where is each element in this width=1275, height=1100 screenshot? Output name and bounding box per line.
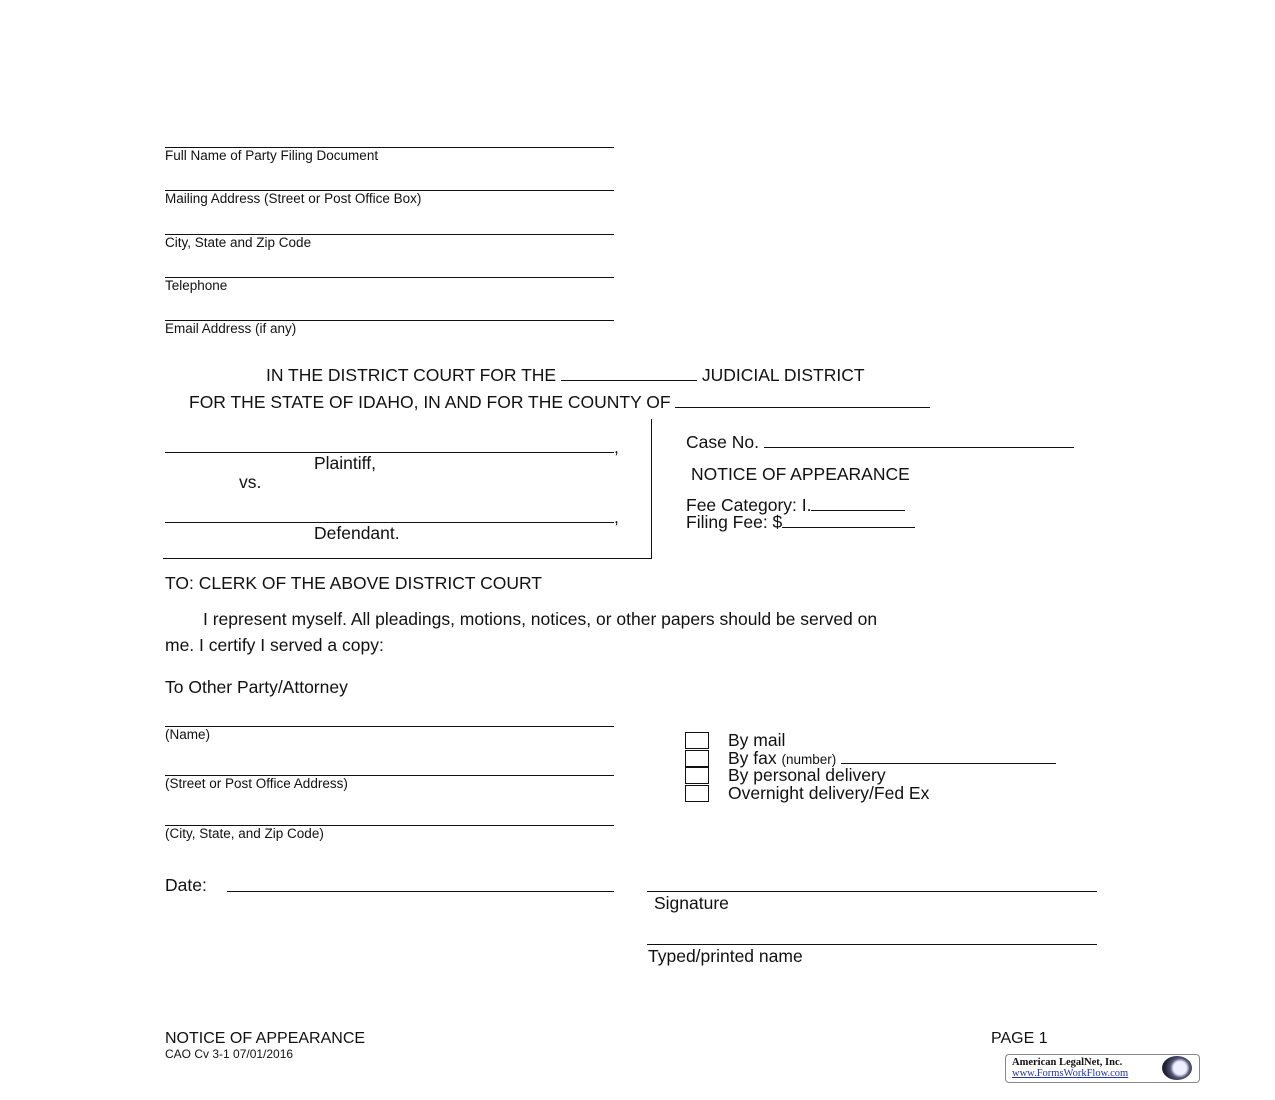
personal-delivery-label: By personal delivery: [728, 765, 886, 785]
document-title: NOTICE OF APPEARANCE: [691, 464, 910, 484]
city-label: (City, State, and Zip Code): [165, 826, 324, 841]
fee-category-label: Fee Category: I.: [686, 495, 812, 515]
filing-fee-label: Filing Fee: $: [686, 512, 783, 532]
city-state-zip-label: City, State and Zip Code: [165, 235, 312, 250]
logo-company: American LegalNet, Inc.: [1012, 1057, 1123, 1068]
defendant-label: Defendant.: [314, 523, 400, 543]
signature-label: Signature: [654, 893, 729, 913]
email-label: Email Address (if any): [165, 321, 297, 336]
form-id: CAO Cv 3-1 07/01/2016: [165, 1047, 294, 1061]
date-label: Date:: [165, 875, 207, 895]
page-number: PAGE 1: [991, 1030, 1048, 1047]
comma: ,: [614, 437, 619, 457]
by-mail-checkbox[interactable]: [685, 732, 709, 749]
case-no-blank[interactable]: [764, 433, 1074, 448]
signature-line[interactable]: [647, 891, 1097, 892]
mailing-address-label: Mailing Address (Street or Post Office Box): [165, 191, 422, 206]
name-label: (Name): [165, 727, 211, 742]
filing-fee-blank[interactable]: [782, 513, 915, 528]
by-fax-checkbox[interactable]: [685, 750, 709, 767]
comma: ,: [614, 507, 619, 527]
caption-divider: [651, 419, 652, 559]
fee-category-blank[interactable]: [811, 496, 905, 511]
overnight-label: Overnight delivery/Fed Ex: [728, 783, 930, 803]
logo-url[interactable]: www.FormsWorkFlow.com: [1012, 1068, 1129, 1079]
typed-name-line[interactable]: [647, 944, 1097, 945]
personal-delivery-checkbox[interactable]: [685, 767, 709, 784]
date-line[interactable]: [227, 891, 614, 892]
plaintiff-label: Plaintiff,: [314, 453, 376, 473]
by-mail-label: By mail: [728, 730, 786, 750]
body-text-2: me. I certify I served a copy:: [165, 635, 384, 655]
footer-title: NOTICE OF APPEARANCE: [165, 1030, 366, 1047]
name-line[interactable]: [165, 726, 614, 727]
to-clerk-line: TO: CLERK OF THE ABOVE DISTRICT COURT: [165, 573, 542, 593]
globe-icon: [1162, 1056, 1192, 1080]
county-blank[interactable]: [675, 393, 930, 408]
overnight-checkbox[interactable]: [685, 785, 709, 802]
county-text: FOR THE STATE OF IDAHO, IN AND FOR THE COUNTY OF: [189, 392, 671, 412]
full-name-label: Full Name of Party Filing Document: [165, 148, 379, 163]
plaintiff-line[interactable]: [165, 452, 614, 453]
court-text: IN THE DISTRICT COURT FOR THE: [266, 365, 557, 385]
street-label: (Street or Post Office Address): [165, 776, 348, 791]
telephone-label: Telephone: [165, 278, 228, 293]
court-line-2: [189, 392, 930, 413]
case-no-row: [686, 432, 1074, 453]
telephone-line[interactable]: [165, 277, 614, 278]
american-legalnet-logo[interactable]: [1005, 1054, 1200, 1083]
judicial-district-blank[interactable]: [561, 366, 697, 381]
case-no-label: Case No.: [686, 432, 759, 452]
other-party-heading: To Other Party/Attorney: [165, 677, 348, 697]
by-fax-label: By fax: [728, 748, 777, 768]
vs-label: vs.: [239, 472, 262, 492]
fee-block: [686, 496, 915, 530]
court-line-1: [266, 365, 865, 386]
fax-number-note: (number): [781, 752, 837, 767]
typed-name-label: Typed/printed name: [648, 946, 803, 966]
fax-number-blank[interactable]: [841, 749, 1056, 764]
judicial-district-text: JUDICIAL DISTRICT: [701, 365, 865, 385]
caption-bottom-border: [163, 558, 651, 559]
body-text-1: I represent myself. All pleadings, motions, notices, or other papers should be served on: [203, 609, 878, 629]
